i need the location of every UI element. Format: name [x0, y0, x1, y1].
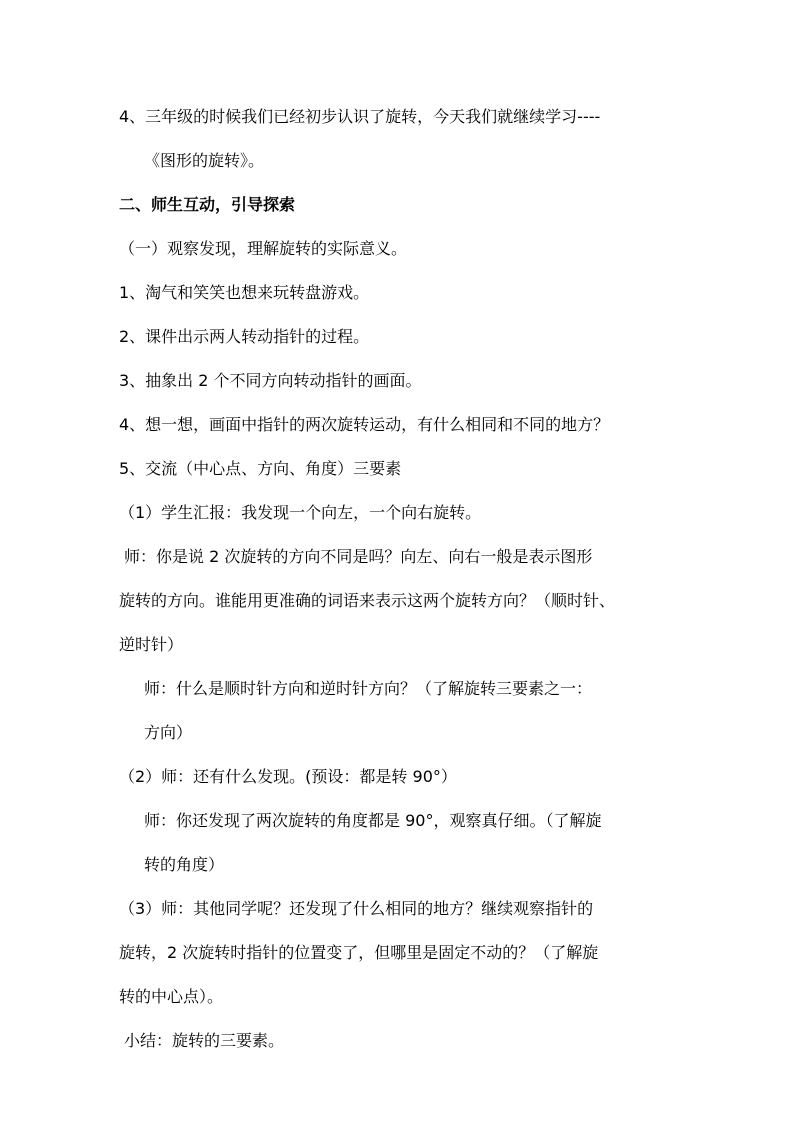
- subsection-heading: （一）观察发现，理解旋转的实际意义。: [119, 239, 408, 258]
- teacher-question-3-line-2: 旋转，2 次旋转时指针的位置变了，但哪里是固定不动的？（了解旋: [119, 943, 599, 962]
- teacher-question-3-line-3: 转的中心点）。: [119, 987, 224, 1006]
- list-item-5: 5、交流（中心点、方向、角度）三要素: [119, 459, 402, 478]
- teacher-question-2: （2）师：还有什么发现。(预设：都是转 90°）: [119, 767, 457, 786]
- teacher-line-2: 旋转的方向。谁能用更准确的词语来表示这两个旋转方向？（顺时针、: [119, 591, 616, 610]
- list-item-2: 2、课件出示两人转动指针的过程。: [119, 327, 370, 346]
- list-item-4: 4、想一想，画面中指针的两次旋转运动，有什么相同和不同的地方？: [119, 415, 610, 434]
- teacher-line-1: 师：你是说 2 次旋转的方向不同是吗？向左、向右一般是表示图形: [124, 547, 593, 566]
- teacher-line-3: 逆时针）: [119, 635, 184, 654]
- student-report: （1）学生汇报：我发现一个向左，一个向右旋转。: [119, 503, 482, 522]
- teacher-angle-line-2: 转的角度）: [144, 855, 225, 874]
- section-heading: 二、师生互动，引导探索: [119, 195, 296, 214]
- teacher-question-3-line-1: （3）师：其他同学呢？还发现了什么相同的地方？继续观察指针的: [119, 899, 594, 918]
- list-item-3: 3、抽象出 2 个不同方向转动指针的画面。: [119, 371, 422, 390]
- teacher-question-direction-cont: 方向）: [144, 723, 193, 742]
- teacher-angle-line-1: 师：你还发现了两次旋转的角度都是 90°，观察真仔细。（了解旋: [144, 811, 602, 830]
- paragraph-line-intro: 4、三年级的时候我们已经初步认识了旋转，今天我们就继续学习----: [119, 107, 601, 126]
- summary-line: 小结：旋转的三要素。: [124, 1031, 285, 1050]
- list-item-1: 1、淘气和笑笑也想来玩转盘游戏。: [119, 283, 370, 302]
- paragraph-line-title-ref: 《图形的旋转》。: [144, 151, 265, 170]
- teacher-question-direction: 师：什么是顺时针方向和逆时针方向？（了解旋转三要素之一：: [144, 679, 593, 698]
